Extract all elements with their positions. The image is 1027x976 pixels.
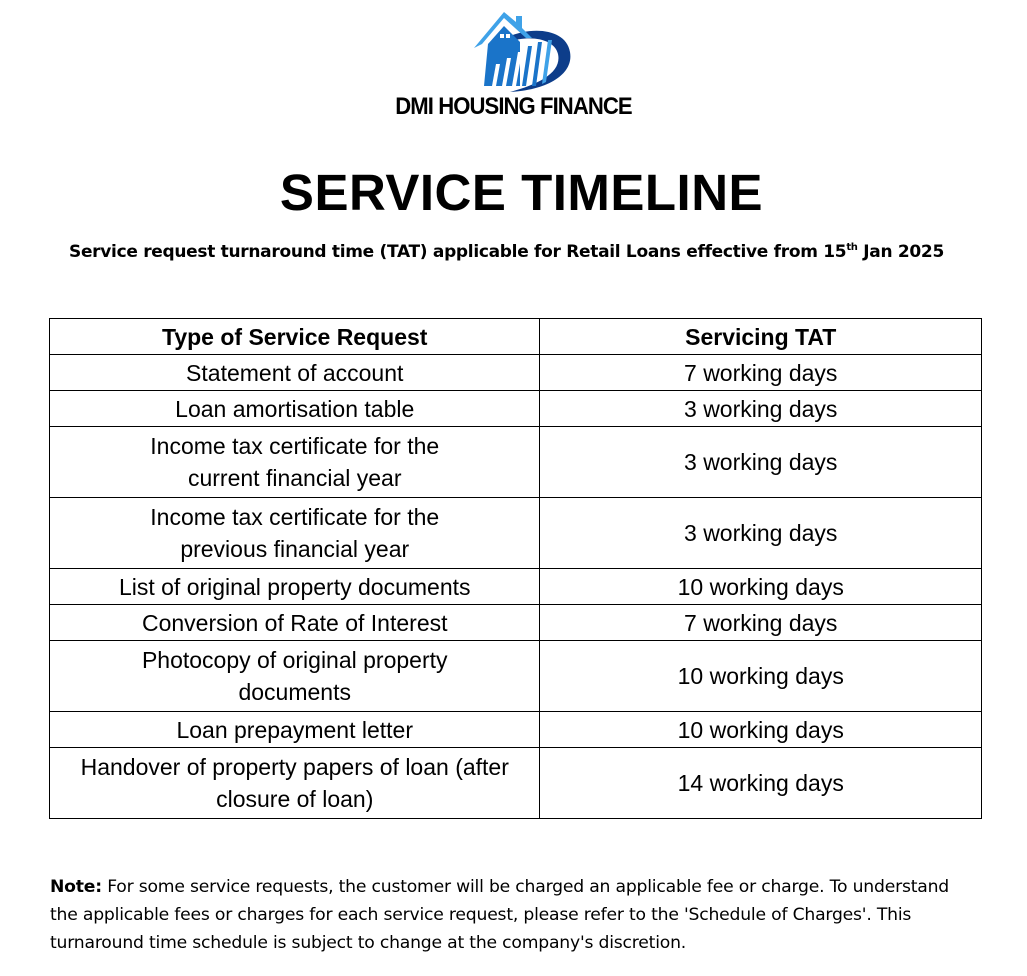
note-paragraph (50, 873, 980, 957)
service-request-text: Income tax certificate for the current financial year (150, 433, 440, 491)
table-row (50, 355, 982, 391)
subtitle-superscript: th (846, 242, 858, 253)
subtitle-date-suffix: Jan 2025 (857, 242, 944, 262)
table-header-row (50, 319, 982, 355)
table-row (50, 569, 982, 605)
table-row (50, 391, 982, 427)
tat-cell: 14 working days (540, 748, 982, 819)
table-row (50, 748, 982, 819)
page-title: SERVICE TIMELINE (279, 164, 764, 221)
tat-cell: 3 working days (540, 498, 982, 569)
table-row (50, 641, 982, 712)
service-request-text: Photocopy of original property documents (141, 647, 448, 705)
service-request-cell: List of original property documents (50, 569, 540, 605)
brand-name: DMI HOUSING FINANCE (395, 93, 632, 120)
tat-cell: 10 working days (540, 712, 982, 748)
service-request-text: Income tax certificate for the previous financial year (150, 504, 440, 562)
service-request-cell (50, 748, 540, 819)
service-request-cell: Loan prepayment letter (50, 712, 540, 748)
house-chart-logo-icon (470, 8, 580, 96)
service-timeline-table (49, 318, 982, 819)
tat-cell: 7 working days (540, 355, 982, 391)
subtitle-text: Service request turnaround time (TAT) applicable for Retail Loans effective from 15 (69, 242, 847, 262)
tat-cell: 3 working days (540, 391, 982, 427)
table-row (50, 712, 982, 748)
service-request-cell (50, 498, 540, 569)
tat-cell: 3 working days (540, 427, 982, 498)
service-request-text: Handover of property papers of loan (after closure of loan) (80, 754, 509, 812)
table-row (50, 498, 982, 569)
table-row (50, 605, 982, 641)
tat-cell: 10 working days (540, 569, 982, 605)
header-servicing-tat: Servicing TAT (540, 319, 982, 355)
service-request-cell (50, 427, 540, 498)
note-label: Note: (50, 877, 102, 897)
service-request-cell: Statement of account (50, 355, 540, 391)
service-request-cell: Loan amortisation table (50, 391, 540, 427)
tat-cell: 7 working days (540, 605, 982, 641)
service-request-cell: Conversion of Rate of Interest (50, 605, 540, 641)
note-text: For some service requests, the customer will be charged an applicable fee or charge. To understand the applicable fees or charges for each service request, please refer to the 'Schedule of Charges'. This turnaround time schedule is subject to change at the company's discretion. (50, 877, 949, 953)
tat-cell: 10 working days (540, 641, 982, 712)
service-request-cell (50, 641, 540, 712)
header-service-request: Type of Service Request (50, 319, 540, 355)
page-subtitle (0, 242, 1013, 262)
table-row (50, 427, 982, 498)
